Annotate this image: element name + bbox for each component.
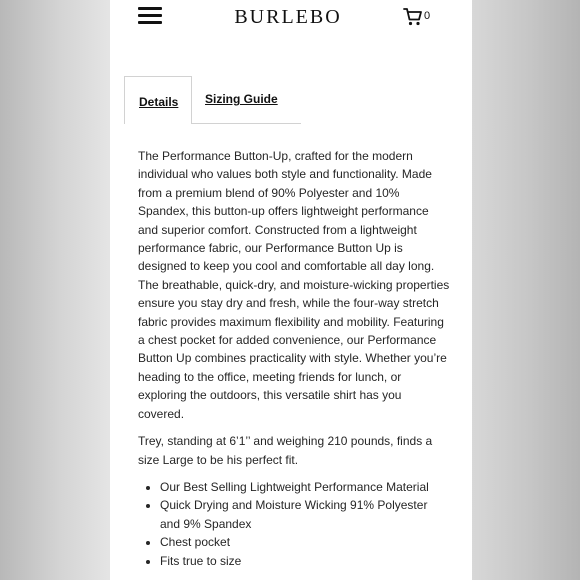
hamburger-menu-icon[interactable]	[138, 7, 162, 25]
tab-sizing-guide-label: Sizing Guide	[205, 92, 278, 106]
feature-item: • Our Best Selling Lightweight Performance Material	[160, 478, 450, 496]
brand-logo[interactable]: BURLEBO	[234, 6, 342, 28]
tab-details-label: Details	[139, 95, 179, 109]
cart-count: 0	[424, 10, 431, 22]
feature-item: • Quick Drying and Moisture Wicking 91% Polyester and 9% Spandex	[160, 496, 450, 533]
product-tabs	[124, 76, 300, 124]
feature-item: • Fits true to size	[160, 552, 450, 570]
tab-divider	[191, 123, 301, 124]
product-page	[110, 0, 472, 580]
fit-note: Trey, standing at 6’1’’ and weighing 210 pounds, finds a size Large to be his perfect fit.	[138, 434, 433, 467]
feature-list	[138, 478, 450, 570]
shopping-cart-icon	[403, 7, 423, 27]
tab-sizing-guide[interactable]	[191, 76, 299, 123]
site-header	[110, 0, 472, 36]
tab-details[interactable]	[124, 76, 192, 124]
product-description: The Performance Button-Up, crafted for the modern individual who values both style and functionality. Made from a premium blend of 90% Polyester and 10% Spandex, this button-up offers lightweight performance and superior comfort. Constructed from a lightweight performance fabric, our Performance Button Up is designed to keep you cool and comfortable all day long. The breathable, quick-dry, and moisture-wicking properties ensure you stay dry and fresh, while the four-way stretch fabric provides maximum flexibility and mobility. Featuring a chest pocket for added convenience, our Performance Button Up combines practicality with style. Whether you’re heading to the office, meeting friends for lunch, or exploring the outdoors, this versatile shirt has you covered.	[138, 149, 450, 421]
details-panel	[138, 147, 450, 570]
feature-item: • Chest pocket	[160, 533, 450, 551]
